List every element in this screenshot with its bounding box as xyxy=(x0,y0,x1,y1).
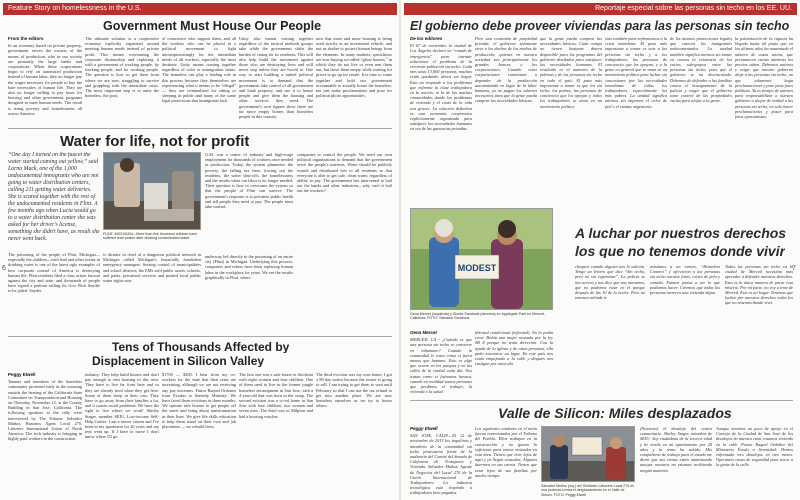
flint-photo-image xyxy=(104,153,201,230)
flint-pull-quote: “One day I turned on the faucet the water started coming out yellow,” said Lorna Mack, one of the 1,000 undocumented immigrants who are not going to water distribution centers, calling 211 getting water deliveries. She is scared together with the rest of the undocumented residents in Flint. A few months ago when Lucia would go to a water distribution center she was asked for her driver's license, something she didn't have, as result she never went back. xyxy=(8,152,100,242)
gov-en-col-4 xyxy=(239,36,313,126)
silicon-photo-image xyxy=(542,427,635,482)
gov-es-col-4 xyxy=(605,36,667,204)
lucha-col-2 xyxy=(475,330,553,398)
silicon-en-col-5 xyxy=(316,372,392,496)
gov-en-text-4: Unity also means coming together regardless of the tactical methods groups take while the government shifts the burden of caring for its residents. This will also help build the movement against those who are destroying lives and will never stop unless they are forced to. One way to start building a united political movement is to demand that the government take control of all government and bank property, and use it to house people and give them the housing and other services they need. The government's own figures show there are far more empty homes than homeless people in this country. xyxy=(239,36,313,120)
gov-es-col-2 xyxy=(475,36,537,204)
silicon-en-text-2: industry. They help build houses and don't pay enough to rent housing in this area. They have to live far from here and so they are already tired when they get here. Some of them sleep in their cars. They have to go away from their families a lot, and it causes social problems. We have the right to live where we work! Shirley Stager, member SEIU, Low-income Self-Help Center: I am a senior citizen and I've been in my apartment for 20 years and my rent went up. If I have to move I don't know where I'll go. xyxy=(85,372,159,440)
silicon-en-col-2 xyxy=(85,372,159,496)
section-divider xyxy=(8,128,392,129)
running-head-right: Reportaje especial sobre las personas sin techo en los EE. UU. xyxy=(404,3,797,15)
gov-es-col-3 xyxy=(540,36,602,204)
gov-en-col-1 xyxy=(8,36,82,126)
lucha-text-2: libertad condicional (informal). No lo podía creer. Había una mujer acusada por la ley SB 8 porque no tenía dirección. Con la ayuda de la iglesia y de otras personas, ella pudo encontrar un lugar. En este país nos están empujando a la calle y después nos castigan por estar ahí. xyxy=(475,330,553,367)
headline-government: Government Must House Our People xyxy=(103,20,322,33)
flint-col-2 xyxy=(103,252,201,334)
headline-gobierno: El gobierno debe proveer viviendas para las personas sin techo xyxy=(410,20,790,33)
gov-es-col-5 xyxy=(670,36,732,204)
page-number-right: 7 xyxy=(792,265,796,272)
flint-text-3: G.M. was a center of industry and high-wage employment for thousands of workers once needed in production. Today, the system plummets: the poverty, the falling tax base, forcing out the residents, the water shut-offs, the homelessness and the results when our labor is no longer needed. Their question is how to overcome the system so that the people of Flint can survive. The government's response is to privatize public health and tell people they need to pay. The people must take control. xyxy=(205,152,293,210)
lucha-col-5 xyxy=(725,264,793,398)
headline-lucha-1: A luchar por nuestros derechos xyxy=(575,226,787,240)
lucha-byline: Gena Mercer xyxy=(410,330,438,335)
lucha-col-1 xyxy=(410,330,472,398)
lucha-text-1: MERCED, CA - ¿Cuándo es que una persona sin techo se convierte en inhumano? Cuando la comunidad le trata como si fuera menos que humano. Esto es algo que ocurre en los parques y en las calles de la ciudad cada día. Nos tratan como si fuéramos basura, cuando en realidad somos personas que perdimos el trabajo, la vivienda o la salud. xyxy=(410,337,472,395)
flint-col-4 xyxy=(205,254,293,334)
silicon-es-col-4 xyxy=(716,426,793,496)
gov-en-text-1: In an economy based on private property, government serves the owners of the means of production, who in our society are primarily the large banks and corporations. When these corporations begin to rely on automated production instead of human labor, they no longer pay the wages necessary for people to buy the bare necessities of human life. They are also no longer willing to pay taxes for housing and other government programs designed to meet human needs. The result is rising poverty and homelessness all across America. xyxy=(8,43,82,116)
headline-silicon-en-1: Tens of Thousands Affected by xyxy=(112,341,290,353)
lucha-text-4: asistimos a un evento, “Homeless Connect” y ofrecieron a las personas sin techo sacarse fotos, cortes de pelo y comida. Fuimos juntas a ver lo que podíamos hacer. Creemos que todas las personas merecen una vivienda digna. xyxy=(650,264,720,296)
lucha-text-3: chequeó cuando alguien nos lo solicita. Tengo un letrero que dice “Sin techo, pero no sin esperanza”. La policía se nos acerca y nos dice que nos movamos, que no podemos estar en el parque después de las 10 de la noche. Pero no tenemos adónde ir. xyxy=(575,264,645,301)
page-gutter xyxy=(399,0,401,500)
gov-en-col-3 xyxy=(162,36,236,126)
page-number-left: 6 xyxy=(2,265,6,272)
gov-en-col-2 xyxy=(85,36,159,126)
flint-photo xyxy=(103,152,201,230)
gov-en-col-5 xyxy=(316,36,392,126)
lucha-col-4 xyxy=(650,264,720,398)
gov-es-text-2: Pero una economía de propiedad privada, el gobierno solamente sirve a los dueños de los medios de producción, quienes en nuestra sociedad son principalmente los grandes bancos y las corporaciones. Cuando estas corporaciones comienzan a depender de la producción automatizada en lugar de la labor humana, ya no pagan los salarios necesarios para que la gente pueda comprar las necesidades básicas. xyxy=(475,36,537,104)
lucha-caption: Gena Mercer (izquierda) y Glorita Sandoval (derecha) en Applegate Park en Merced, California. FOTO: Salvador Sandoval xyxy=(410,312,546,321)
silicon-en-text-4: The first one was a safe house in Stockton with eight women and four children. One of them used to live in the former jungle homeless encampment in San Jose, with a 4-year-old that was born in the camp. The second eviction was a co-ed home in San Jose with four children, two women and seven men. The third was in Milpitas and had a housing voucher. xyxy=(239,372,313,419)
silicon-en-byline: Peggy Elwell xyxy=(8,372,36,377)
flint-col-5 xyxy=(297,152,392,252)
silicon-es-col-1 xyxy=(410,426,472,496)
silicon-es-text-2: Los siguientes oradores en el mitin fueron entrevistados por el Tribuno del Pueblo. Ellos trabajan en la construcción y no ganan lo suficiente para rentar viviendas en esta área. Tienen que vivir lejos de aquí y ya llegan cansados. Algunos duermen en sus carros. Tienen que estar lejos de sus familias por mucho tiempo. xyxy=(475,426,537,478)
gov-es-col-6 xyxy=(735,36,793,204)
gov-es-text-6: la polarización de la riqueza ha llegado hasta tal punto que en los últimos años ha aumentado el número de casas vacías, que permanecen vacías mientras los precios suben. Debemos unirnos y exigir que nuestro gobierno aloje a las personas sin techo, no que solamente haga proclamaciones y pose para fotos políticas. Ya es tiempo de unirnos para responsabilizar a nuestro gobierno a alojar de verdad a las personas sin techo, no solo hacer proclamaciones y posar para fotos oportunistas. xyxy=(735,36,793,120)
silicon-caption: Salvador Muñoz (izq.) del Sindicato Laborers Local 270 en una protesta contra el desplazamiento en el Valle de Silicon. FOTO: Peggy Elwell xyxy=(541,484,635,497)
headline-flint: Water for life, not for profit xyxy=(60,134,250,149)
silicon-en-col-1 xyxy=(8,372,82,496)
silicon-en-text-1: Tenants and members of the homeless community protested early in the morning outside the hearing of the California State Committee on Transportation and Housing on Thursday, November 12, at the County Building in San Jose, California. The following speakers at the rally were interviewed by The Tribune. Salvador Muñoz, Business Agent Local 270, Laborers International Union of North America: The tech industry is bringing in highly paid workers in the construction xyxy=(8,379,82,442)
headline-silicon-es: Valle de Silicon: Miles desplazados xyxy=(498,406,732,420)
silicon-en-text-5: The third eviction was my own home; I got a 90-day notice because the owner is going to sell. I am trying to get them to wait until February so that I can use the tax refund to get into another place. We are now homeless ourselves as we try to house others. xyxy=(316,372,392,409)
flint-text-1: The poisoning of the people of Flint, Michigan—especially the children—with lead and other toxins in drinking water is one of the latest ugly examples of how corporate control of America is destroying human life. Flint residents filed a class action lawsuit against the city and state, and thousands of people have signed a petition calling for Gov. Rick Snyder to be jailed. Snyder xyxy=(8,252,100,294)
headline-lucha-2: los que no tenemos donde vivir xyxy=(575,244,786,258)
gov-en-text-5: now that more and more housing is being used strictly as an investment vehicle, and not as shelter to protect human beings from the elements. In many markets, speculators are now buying so-called “ghost houses,” in which they do not live or even rent them out, but leave them empty while waiting for prices to go up for resale. It is time to come together and hold our government accountable to actually house the homeless, not just make proclamations and pose for political photo opportunities. xyxy=(316,36,392,99)
silicon-es-text-1: SAN JOSE, CALIF.—El 12 de noviembre de 2015 los inquilinos y miembros de la comunidad sin techo protestaron frente de la audiencia del Comité del Senado de California de Transporte y Vivienda. Salvador Muñoz, Agente de Negocios del Local 270 de la Unión Internacional de Trabajadores: La industria tecnológica está trayendo a trabajadores bien pagados. xyxy=(410,433,472,496)
flint-col-1 xyxy=(8,252,100,334)
silicon-es-text-4: Aunque tenemos un poco de apoyo en el Consejo de la Ciudad de San José de los desalojos de nuestra casa, estamos viviendo en la calle. Pastor Raquel Ordóñez del Ministerio Éxodo a Serenidad: Hemos enfrentado tres desalojos en tres meses. Operamos casas de seguridad para sacar a la gente de la calle. xyxy=(716,426,793,468)
lucha-photo xyxy=(410,208,553,310)
silicon-es-byline: Peggy Elwell xyxy=(410,426,438,431)
headline-silicon-en-2: Displacement in Silicon Valley xyxy=(92,355,265,367)
silicon-en-col-3 xyxy=(162,372,236,496)
flint-caption: FLINT, MICHIGAN—More than five thousand children have suffered lead poison after drinking contaminated water. xyxy=(103,232,198,241)
silicon-photo xyxy=(541,426,635,482)
gov-en-text-2: The ultimate solution is a cooperative economy explicitly organized around meeting human needs instead of private profit. This means overturning the corporate dictatorship and replacing it with a government of working people, by working people, and for working people. The question is how to get there from where we are now, struggling to survive and grappling with the immediate crisis. The most important step is to unite the homeless, the poor, xyxy=(85,36,159,99)
flint-text-2: is dictator in chief of a dangerous political network in Michigan called Michigan's financially fraudulent emergency managers. Seizing control of municipalities and school districts, the EMs sold public assets, schools, and parks, privatized services and pushed local public water rights now xyxy=(103,252,201,284)
gov-es-text-5: de los mismos protecciones legales que carecen los inmigrantes indocumentados. La unidad también significa unirnos sin tomar en cuenta la existencia de los varios sub-grupos entre las personas sin techo, pues que el gobierno se ha desvinculado. Debemos de defender a las familias contra el hostigamiento de la policía y exigir que el gobierno tome control de las propiedades vacías para alojar a la gente. xyxy=(670,36,732,104)
silicon-es-text-3: (Nosotros) el desalojo del centro comunitario. Shirley Stager, miembro de SEIU: Soy ciudadana de la tercera edad y he vivido en mi apartamento por 20 años y la renta ha subido. Mis compañeros de trabajo para el estado me dicen que sus rentas están aumentando aunque nosotros no estamos recibiendo ningún aumento. xyxy=(640,426,712,473)
section-divider-2 xyxy=(8,336,392,337)
gov-es-text-1: El 67 de noviembre la ciudad de Los Ángeles declaró un “estado de emergencia” para intentar solucionar el problema de la creciente población sin techo. Cada mes unas 13,000 personas, muchas están quedando ahora sin hogar. Esto no responde a los problemas que enfrenta la clase trabajadora en la nación, ni la de las muchas comunidades donde los problemas de vivienda y el costo de la vida son graves. La solución definitiva es una economía cooperativa explícitamente organizada para satisfacer las necesidades humanas en vez de las ganancias privadas. xyxy=(410,43,472,132)
flint-text-4: underway led directly to the poisoning of an entire city (Flint) in Michigan. Underlying this process, computers and robots have been replacing human labor in the workplace for years. We see the results graphically in Flint, where xyxy=(205,254,293,280)
lucha-photo-image xyxy=(411,209,553,310)
gov-es-text-3: que la gente pueda comprar las necesidades básicas. Cada campo no tienen bastante dinero disponible para los programas del gobierno diseñados para satisfacer las necesidades humanas. El resultado es el aumento de la pobreza y de las personas sin techo en todo el país. El paso más importante a tomar es que los sin techo, los pobres, las personas de conciencia que los apoyan y todos los trabajadores se unan en un movimiento político. xyxy=(540,36,602,109)
gov-es-col-1 xyxy=(410,36,472,204)
silicon-en-text-3: $1700 — $200. I hear from my co-workers for the state that their rents are increasing, although we are not receiving any pay increases. Pastor Raquel Ordonez from Exodus to Serenity Ministry: We have faced three evictions in three months. We operate safe houses to get people off the street and bring about transformation in their lives. We give life skills education to help them stand on their own and job placement — we rebuild lives. xyxy=(162,372,236,430)
lucha-text-5: Todas las personas sin techo en la ciudad de Merced necesitan más aprender a defender nuestros derechos. Esta es la única manera de parar esta miseria. Por mi parte, no voy a irme de Merced. Este es mi hogar. Tenemos que luchar por nuestros derechos todos los que no tenemos donde vivir. xyxy=(725,264,793,306)
silicon-es-col-3 xyxy=(640,426,712,496)
gov-en-byline: From the editors xyxy=(8,36,44,41)
protest-sign-text: MODEST xyxy=(457,263,497,273)
silicon-es-col-2 xyxy=(475,426,537,496)
silicon-en-col-4 xyxy=(239,372,313,496)
flint-text-5: companies to control the people. We need our own political organizations to demand that the government serve the people's interests. Water should be publicly owned and distributed free to all residents so that everyone is able to get safe, clean water, regardless of ability to pay. The government has intervened to bail out the banks and other industries—why can't it bail out the workers? xyxy=(297,152,392,194)
running-head-left: Feature Story on homelessness in the U.S. xyxy=(3,3,397,15)
flint-col-3 xyxy=(205,152,293,252)
section-divider-3 xyxy=(410,400,793,401)
gov-es-text-4: sino también para enfrentarnos a la crisis inmediata. El paso más importante a tomar es unir a las personas sin techo y a los trabajadores, las personas de conciencia que los apoyan, y a la gente en general que se unan en un movimiento político para luchar sin concesiones por las necesidades inmediatas de todos los trabajadores, especialmente los más pobres. La unidad significa unirnos sin importar el color de piel o el estatus migratorio. xyxy=(605,36,667,109)
gov-en-text-3: of conscience who support them, and all the workers who can be placed in a political movement to fight uncompromisingly for the immediate needs of all workers, especially the most destitute. Unity means coming together regardless of color or immigration status. The homeless can play a leading role in this process because they themselves are experiencing what it means to be “illegal” — they are criminalized for sitting or sleeping in public and many of the same legal protections that immigrants lack. xyxy=(162,36,236,104)
gov-es-byline: De los editores xyxy=(410,36,443,41)
lucha-col-3 xyxy=(575,264,645,398)
